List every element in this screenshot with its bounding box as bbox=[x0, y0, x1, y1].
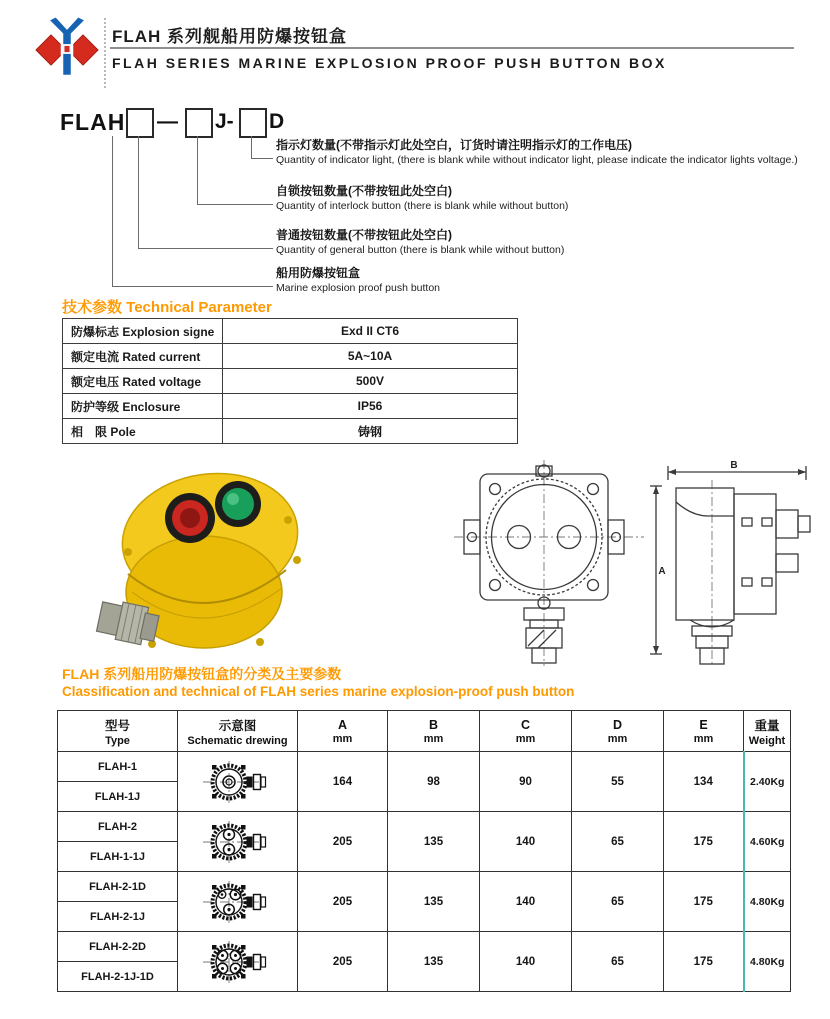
model-code-box-general bbox=[126, 108, 154, 138]
col-header-b: B mm bbox=[388, 711, 480, 752]
dim-c-cell: 140 bbox=[480, 812, 572, 872]
table-row bbox=[58, 932, 791, 962]
dim-d-cell: 55 bbox=[572, 752, 664, 812]
technical-parameter-table bbox=[62, 318, 518, 444]
weight-cell: 4.60Kg bbox=[744, 812, 791, 872]
param-value: IP56 bbox=[223, 394, 518, 419]
param-value: 500V bbox=[223, 369, 518, 394]
dim-c-cell: 140 bbox=[480, 872, 572, 932]
dim-d-cell: 65 bbox=[572, 812, 664, 872]
dim-b-cell: 135 bbox=[388, 932, 480, 992]
model-designation-diagram bbox=[60, 106, 820, 306]
page-title-zh: FLAH 系列舰船用防爆按钮盒 bbox=[112, 27, 348, 46]
side-view-drawing bbox=[646, 458, 826, 675]
model-code-box-indicator bbox=[239, 108, 267, 138]
product-photo bbox=[92, 456, 322, 666]
dim-c-cell: 140 bbox=[480, 932, 572, 992]
dimension-label-b: B bbox=[730, 460, 738, 471]
weight-cell: 2.40Kg bbox=[744, 752, 791, 812]
param-label: 防爆标志 Explosion signe bbox=[63, 319, 223, 344]
dim-a-cell: 164 bbox=[298, 752, 388, 812]
param-label: 额定电流 Rated current bbox=[63, 344, 223, 369]
dim-b-cell: 135 bbox=[388, 872, 480, 932]
classification-heading-en: Classification and technical of FLAH series marine explosion-proof push button bbox=[62, 684, 575, 699]
dim-a-cell: 205 bbox=[298, 812, 388, 872]
connector-series bbox=[112, 136, 273, 287]
model-prefix: FLAH bbox=[60, 109, 126, 135]
dim-a-cell: 205 bbox=[298, 932, 388, 992]
dim-c-cell: 90 bbox=[480, 752, 572, 812]
table-row bbox=[63, 319, 518, 344]
front-view-drawing bbox=[452, 458, 647, 675]
table-row bbox=[63, 344, 518, 369]
model-dash: — bbox=[157, 110, 178, 133]
table-row bbox=[63, 419, 518, 444]
dim-e-cell: 175 bbox=[664, 812, 744, 872]
col-header-d: D mm bbox=[572, 711, 664, 752]
weight-cell: 4.80Kg bbox=[744, 872, 791, 932]
dimension-label-a: A bbox=[658, 566, 666, 577]
param-value: Exd II CT6 bbox=[223, 319, 518, 344]
param-label: 防护等级 Enclosure bbox=[63, 394, 223, 419]
type-cell: FLAH-1 bbox=[58, 752, 178, 782]
technical-parameter-heading: 技术参数 Technical Parameter bbox=[62, 299, 272, 316]
table-row bbox=[63, 369, 518, 394]
dim-b-cell: 135 bbox=[388, 812, 480, 872]
table-row bbox=[58, 752, 791, 782]
four-button-top-view-icon bbox=[178, 932, 298, 992]
type-cell: FLAH-1J bbox=[58, 782, 178, 812]
param-value: 铸钢 bbox=[223, 419, 518, 444]
model-d-label: D bbox=[269, 110, 285, 133]
param-value: 5A~10A bbox=[223, 344, 518, 369]
col-header-a: A mm bbox=[298, 711, 388, 752]
classification-table bbox=[57, 710, 791, 992]
title-divider bbox=[110, 47, 794, 49]
table-row bbox=[63, 394, 518, 419]
col-header-e: E mm bbox=[664, 711, 744, 752]
col-header-type: 型号 Type bbox=[58, 711, 178, 752]
type-cell: FLAH-2-1D bbox=[58, 872, 178, 902]
table-row bbox=[58, 872, 791, 902]
col-header-schematic: 示意图 Schematic drewing bbox=[178, 711, 298, 752]
col-header-c: C mm bbox=[480, 711, 572, 752]
model-code-box-interlock bbox=[185, 108, 213, 138]
type-cell: FLAH-2-2D bbox=[58, 932, 178, 962]
type-cell: FLAH-2 bbox=[58, 812, 178, 842]
param-label: 相 限 Pole bbox=[63, 419, 223, 444]
one-button-top-view-icon bbox=[178, 752, 298, 812]
three-button-top-view-icon bbox=[178, 872, 298, 932]
dim-e-cell: 175 bbox=[664, 872, 744, 932]
classification-heading-zh: FLAH 系列船用防爆按钮盒的分类及主要参数 bbox=[62, 666, 342, 682]
green-button-icon bbox=[215, 481, 261, 527]
dim-d-cell: 65 bbox=[572, 932, 664, 992]
logo-divider bbox=[104, 18, 106, 88]
type-cell: FLAH-2-1J-1D bbox=[58, 962, 178, 992]
model-j-label: J- bbox=[215, 110, 234, 133]
type-cell: FLAH-2-1J bbox=[58, 902, 178, 932]
header-row bbox=[58, 711, 791, 752]
dim-a-cell: 205 bbox=[298, 872, 388, 932]
note-interlock-button: 自锁按钮数量(不带按钮此处空白) Quantity of interlock button (there is blank while without button) bbox=[276, 184, 569, 212]
type-cell: FLAH-1-1J bbox=[58, 842, 178, 872]
note-general-button: 普通按钮数量(不带按钮此处空白) Quantity of general button (there is blank while without button) bbox=[276, 228, 565, 256]
note-series-meaning: 船用防爆按钮盒 Marine explosion proof push button bbox=[276, 266, 441, 294]
col-header-weight: 重量 Weight bbox=[744, 711, 791, 752]
dim-e-cell: 175 bbox=[664, 932, 744, 992]
page-title-en: FLAH SERIES MARINE EXPLOSION PROOF PUSH BUTTON BOX bbox=[112, 55, 667, 71]
table-row bbox=[58, 812, 791, 842]
dim-e-cell: 134 bbox=[664, 752, 744, 812]
two-button-top-view-icon bbox=[178, 812, 298, 872]
weight-cell: 4.80Kg bbox=[744, 932, 791, 992]
dim-d-cell: 65 bbox=[572, 872, 664, 932]
param-label: 额定电压 Rated voltage bbox=[63, 369, 223, 394]
note-indicator-light: 指示灯数量(不带指示灯此处空白，订货时请注明指示灯的工作电压) Quantity of indicator light, (there is blank while without indicator light, please indicate the indicator lights voltage.) bbox=[276, 138, 798, 166]
red-button-icon bbox=[165, 493, 215, 543]
dim-b-cell: 98 bbox=[388, 752, 480, 812]
brand-logo-icon bbox=[34, 14, 100, 90]
